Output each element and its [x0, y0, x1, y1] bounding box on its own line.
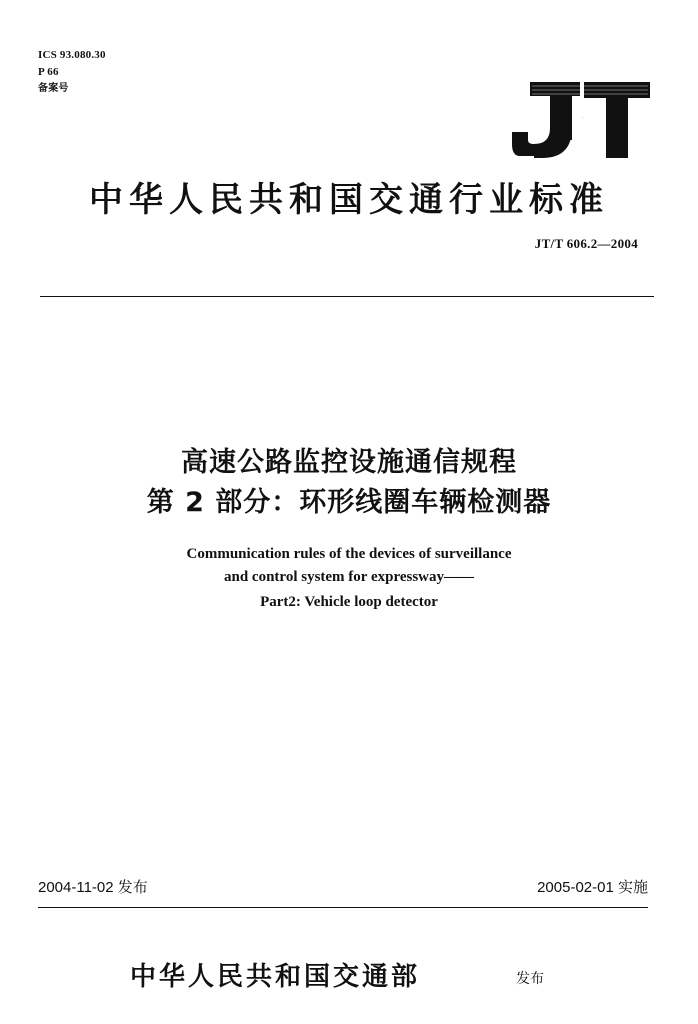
issuer-name: 中华人民共和国交通部: [130, 962, 421, 992]
title-cn-line1: 高速公路监控设施通信规程: [181, 447, 517, 478]
standard-number: JT/T 606.2—2004: [534, 236, 638, 251]
category-title: 中华人民共和国交通行业标准: [89, 180, 609, 220]
jt-logo: [512, 78, 652, 160]
ics-code: ICS 93.080.30: [38, 49, 106, 61]
implementation-date: 2005-02-01 实施: [537, 879, 648, 896]
top-divider: [40, 296, 654, 297]
issue-date: 2004-11-02 发布: [38, 879, 148, 896]
record-number-label: 备案号: [38, 83, 69, 94]
issuer-action: 发布: [516, 971, 544, 987]
title-en-line2: and control system for expressway——: [224, 569, 474, 585]
title-en-line3: Part2: Vehicle loop detector: [260, 594, 438, 610]
title-cn-line2: 第 2 部分：环形线圈车辆检测器: [146, 487, 552, 518]
bottom-divider: [38, 907, 648, 908]
title-en-line1: Communication rules of the devices of surveillance: [186, 546, 512, 562]
classification-code: P 66: [38, 66, 59, 78]
jt-logo-text: JT: [582, 118, 584, 119]
